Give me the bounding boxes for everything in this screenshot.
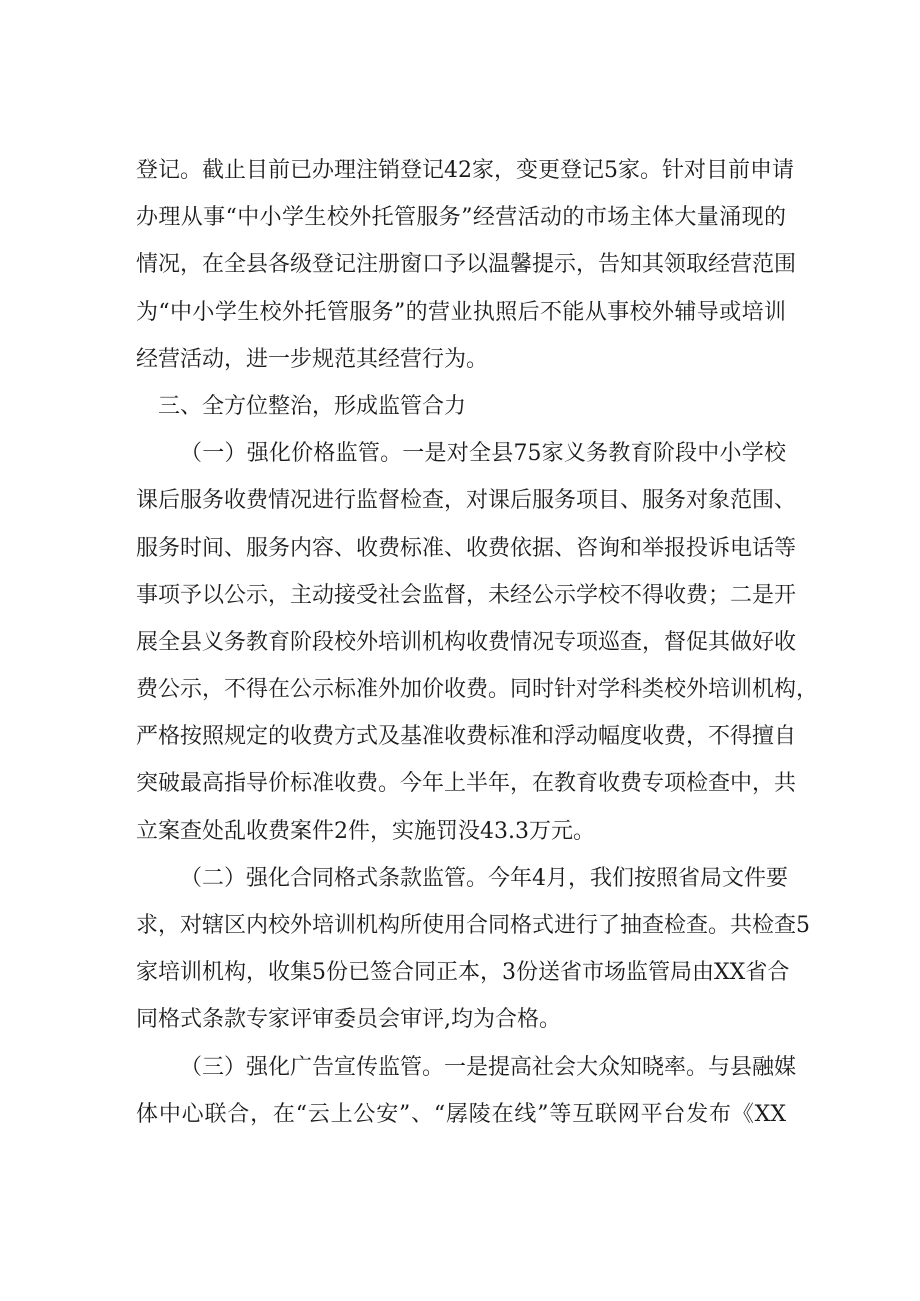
text-line: 家培训机构，收集5份已签合同正本，3份送省市场监管局由XX省合 bbox=[136, 960, 790, 986]
text-line: 情况，在全县各级登记注册窗口予以温馨提示，告知其领取经营范围 bbox=[136, 252, 797, 278]
text-line: （一）强化价格监管。一是对全县75家义务教育阶段中小学校 bbox=[180, 441, 786, 467]
text-line: 登记。截止目前已办理注销登记42家，变更登记5家。针对目前申请 bbox=[136, 158, 794, 183]
text-line: 求，对辖区内校外培训机构所使用合同格式进行了抽查检查。共检查5 bbox=[136, 913, 810, 938]
text-line: 立案查处乱收费案件2件，实施罚没43.3万元。 bbox=[136, 818, 595, 844]
section-heading-text: 三、全方位整治，形成监管合力 bbox=[158, 393, 467, 419]
paragraph-advertising-supervision bbox=[136, 1044, 797, 1138]
text-line: 事项予以公示，主动接受社会监督，未经公示学校不得收费；二是开 bbox=[136, 582, 797, 608]
text-line: 突破最高指导价标准收费。今年上半年，在教育收费专项检查中，共 bbox=[136, 771, 797, 797]
paragraph-price-supervision bbox=[136, 430, 819, 855]
text-line: 体中心联合，在“云上公安”、“孱陵在线”等互联网平台发布《XX bbox=[136, 1101, 786, 1127]
text-line: 严格按照规定的收费方式及基准收费标准和浮动幅度收费，不得擅自 bbox=[136, 724, 797, 750]
text-line: 为“中小学生校外托管服务”的营业执照后不能从事校外辅导或培训 bbox=[136, 299, 786, 325]
document-page bbox=[136, 147, 819, 1138]
text-line: （二）强化合同格式条款监管。今年4月，我们按照省局文件要 bbox=[180, 865, 788, 891]
text-line: 办理从事“中小学生校外托管服务”经营活动的市场主体大量涌现的 bbox=[136, 205, 786, 231]
section-heading bbox=[136, 383, 786, 430]
text-line: （三）强化广告宣传监管。一是提高社会大众知晓率。与县融媒 bbox=[180, 1054, 797, 1080]
text-line: 同格式条款专家评审委员会审评,均为合格。 bbox=[136, 1007, 561, 1033]
paragraph-contract-supervision bbox=[136, 855, 810, 1044]
text-line: 服务时间、服务内容、收费标准、收费依据、咨询和举报投诉电话等 bbox=[136, 535, 797, 561]
text-line: 展全县义务教育阶段校外培训机构收费情况专项巡查，督促其做好收 bbox=[136, 629, 797, 655]
text-line: 经营活动，进一步规范其经营行为。 bbox=[136, 346, 489, 372]
text-line: 费公示，不得在公示标准外加价收费。同时针对学科类校外培训机构， bbox=[136, 677, 819, 703]
text-line: 课后服务收费情况进行监督检查，对课后服务项目、服务对象范围、 bbox=[136, 488, 797, 514]
paragraph-continuation bbox=[136, 147, 797, 383]
